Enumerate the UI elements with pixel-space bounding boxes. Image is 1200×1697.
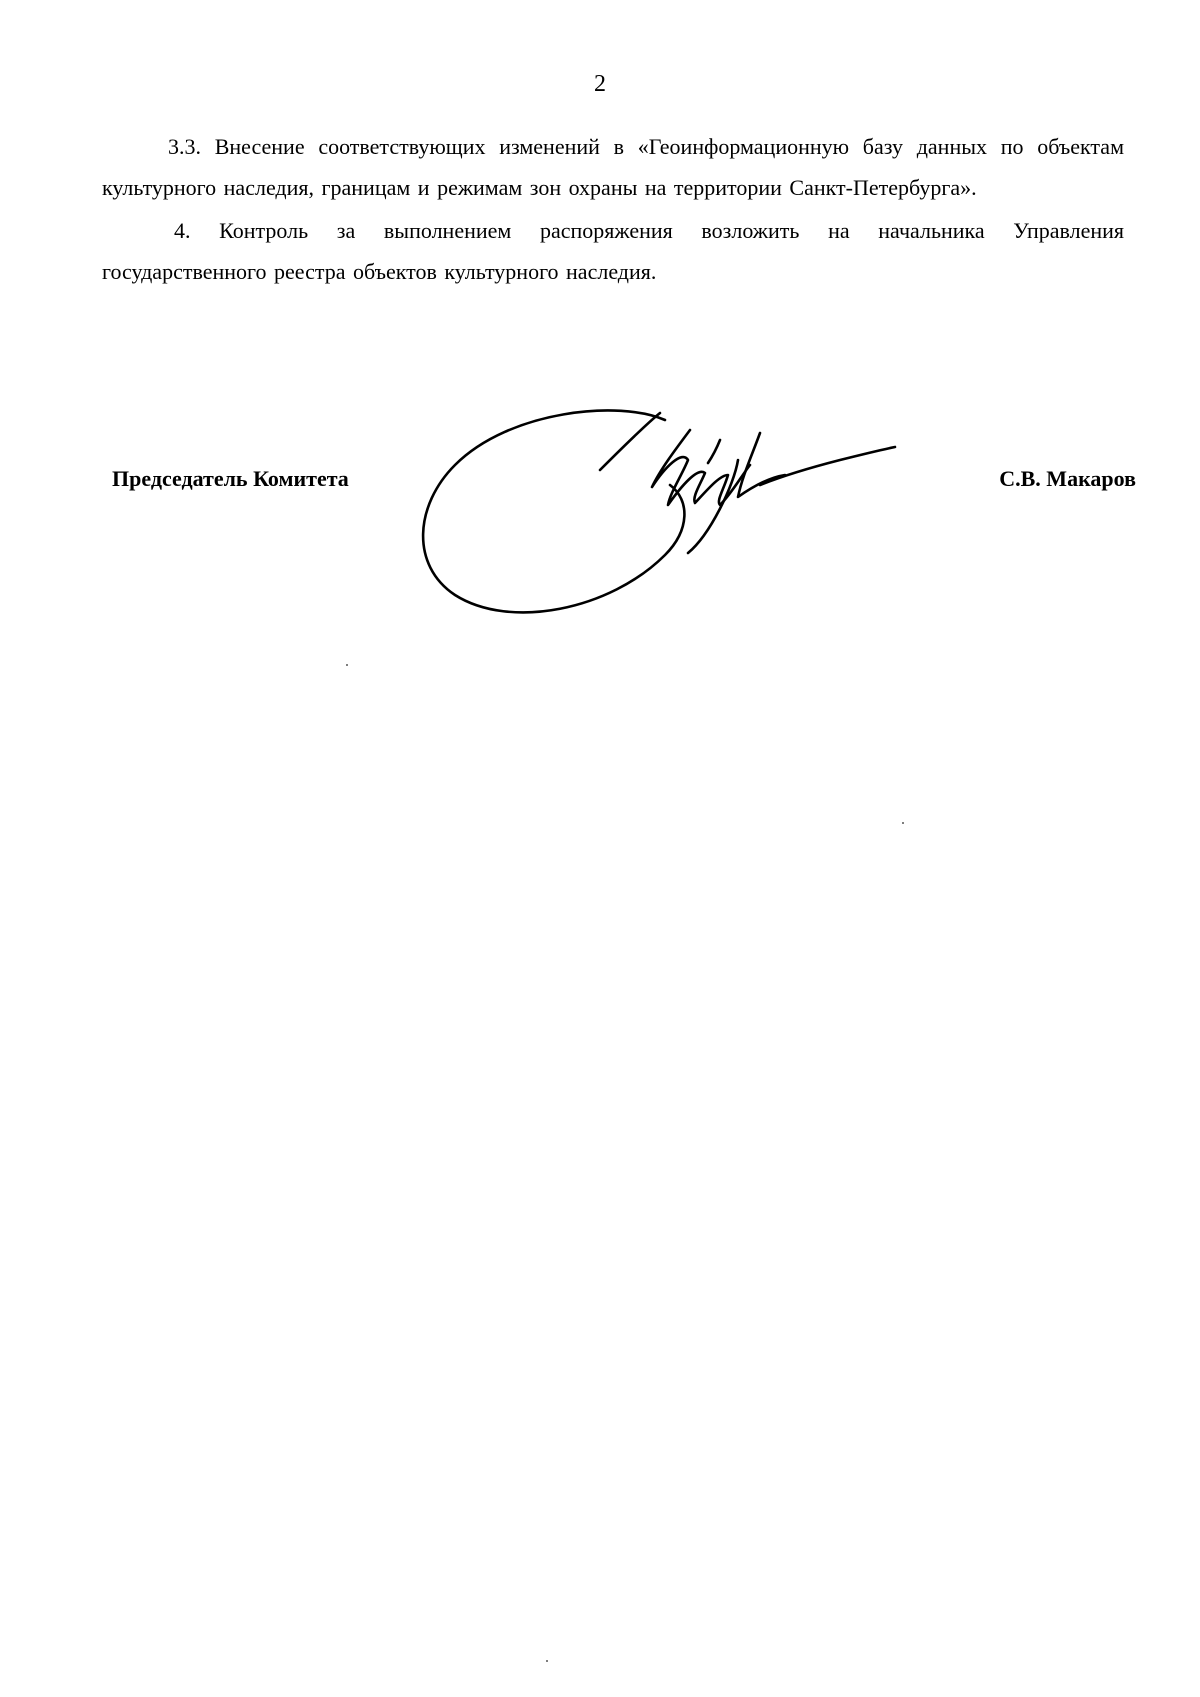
handwritten-signature-icon: [420, 405, 900, 655]
scan-speck: [902, 822, 904, 824]
scan-speck: [546, 1660, 548, 1662]
page-number: 2: [594, 71, 606, 97]
paragraph-4: 4. Контроль за выполнением распоряжения возложить на начальника Управления государственного реестра объектов культурного наследия.: [102, 218, 1124, 284]
paragraph-3-3: 3.3. Внесение соответствующих изменений в «Геоинформационную базу данных по объектам культурного наследия, границам и режимам зон охраны на территории Санкт-Петербурга».: [102, 134, 1124, 200]
signatory-name: С.В. Макаров: [999, 466, 1136, 491]
signature-block: [0, 405, 1200, 665]
scan-speck: [346, 664, 348, 666]
document-body: [102, 126, 1124, 294]
signatory-position: Председатель Комитета: [112, 466, 349, 491]
